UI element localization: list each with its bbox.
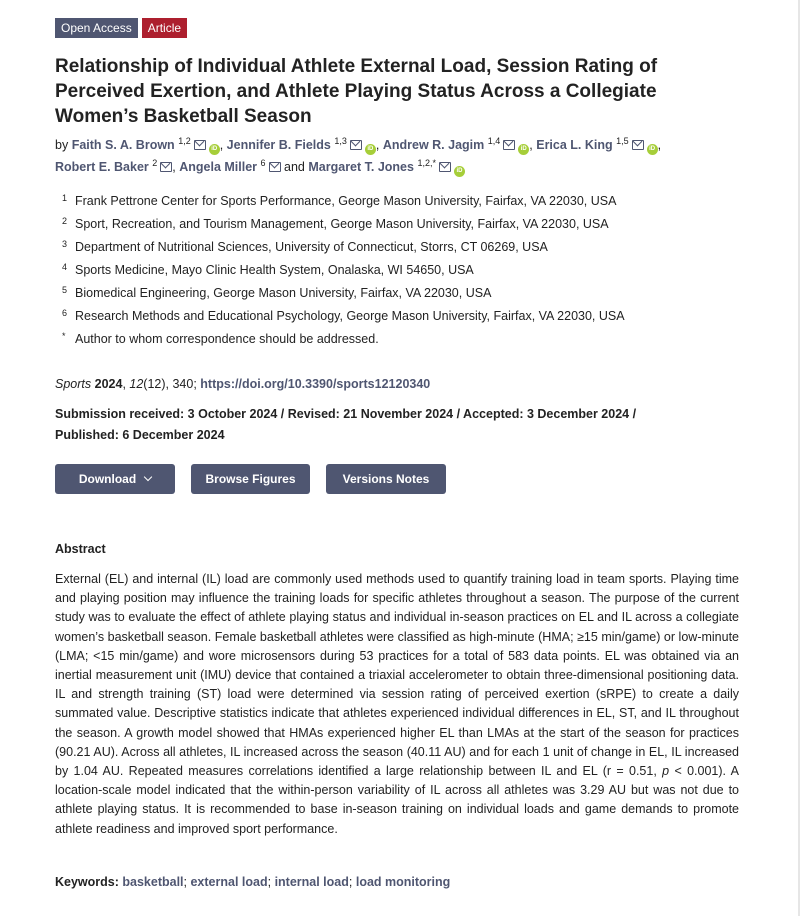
download-label: Download <box>78 472 137 486</box>
author-separator: , <box>529 138 533 152</box>
affiliation-text: Frank Pettrone Center for Sports Performance, George Mason University, Fairfax, VA 22030, USA <box>75 194 617 208</box>
author-affil-sup: 1,4 <box>487 135 501 146</box>
affiliation-item <box>55 238 745 261</box>
author-affil-sup: 1,2,* <box>417 157 436 168</box>
affiliation-number: 3 <box>62 239 68 249</box>
email-icon[interactable] <box>350 140 362 150</box>
journal-name: Sports <box>55 377 92 391</box>
author-affil-sup: 2 <box>152 157 158 168</box>
open-access-badge[interactable]: Open Access <box>55 18 138 38</box>
keyword-link[interactable]: load monitoring <box>355 875 451 889</box>
author-separator: , <box>219 138 224 152</box>
versions-notes-button[interactable]: Versions Notes <box>326 464 446 494</box>
author[interactable] <box>382 135 529 152</box>
keyword-link[interactable]: basketball <box>122 875 184 889</box>
publication-dates <box>55 404 745 446</box>
orcid-icon[interactable]: iD <box>365 144 376 155</box>
keywords: Keywords: basketball; external load; internal load; load monitoring <box>55 875 451 889</box>
email-icon[interactable] <box>160 162 172 172</box>
author-affil-sup: 6 <box>260 157 266 168</box>
author-affil-sup: 1,5 <box>616 135 629 146</box>
affiliation-item <box>55 192 745 215</box>
author-list <box>55 134 745 178</box>
email-icon[interactable] <box>503 140 515 150</box>
author-affil-sup: 1,2 <box>178 135 191 146</box>
author[interactable] <box>71 135 220 152</box>
affiliation-number: 2 <box>62 216 68 226</box>
affiliation-item <box>55 261 745 284</box>
author[interactable] <box>179 157 280 174</box>
affiliation-text: Biomedical Engineering, George Mason University, Fairfax, VA 22030, USA <box>75 286 492 300</box>
download-button[interactable] <box>55 464 175 494</box>
correspondence-asterisk: * <box>62 331 66 341</box>
keyword-link[interactable]: external load <box>190 875 268 889</box>
author-affil-sup: 1,3 <box>334 135 347 146</box>
correspondence-text: Author to whom correspondence should be addressed. <box>75 332 379 346</box>
browse-figures-button[interactable]: Browse Figures <box>191 464 310 494</box>
affiliation-text: Sport, Recreation, and Tourism Management, George Mason University, Fairfax, VA 22030, USA <box>75 217 609 231</box>
article-type-badge[interactable]: Article <box>142 18 187 38</box>
email-icon[interactable] <box>269 162 281 172</box>
author[interactable] <box>226 135 376 152</box>
author-name[interactable]: Robert E. Baker <box>55 160 149 174</box>
affiliation-number: 5 <box>62 285 68 295</box>
abstract-heading: Abstract <box>55 542 106 556</box>
author[interactable] <box>536 135 657 152</box>
author-name[interactable]: Andrew R. Jagim <box>382 138 485 152</box>
orcid-icon[interactable]: iD <box>209 144 220 155</box>
author-name[interactable]: Erica L. King <box>536 138 613 152</box>
affiliation-item <box>55 307 745 330</box>
orcid-icon[interactable]: iD <box>454 166 465 177</box>
dates-line-1: Submission received: 3 October 2024 / Revised: 21 November 2024 / Accepted: 3 December 2024 / <box>55 407 637 421</box>
author[interactable] <box>308 157 465 174</box>
orcid-icon[interactable]: iD <box>647 144 658 155</box>
affiliation-text: Department of Nutritional Sciences, University of Connecticut, Storrs, CT 06269, USA <box>75 240 548 254</box>
affiliation-text: Sports Medicine, Mayo Clinic Health System, Onalaska, WI 54650, USA <box>75 263 474 277</box>
email-icon[interactable] <box>439 162 451 172</box>
author-separator: , <box>657 138 662 152</box>
chevron-down-icon <box>144 473 152 481</box>
abstract-text-part-1: External (EL) and internal (IL) load are commonly used methods used to quantify training load in team sports. Playing time and playing position may influence the training loads for specific athletes throughout a season. The purpose of the current study was to evaluate the effect of athlete playing status and individual in-season practices on EL and IL across a collegiate women’s basketball season. Female basketball athletes were classified as high-minute (HMA; ≥15 min/game) or low-minute (LMA; <15 min/game) and wore microsensors during 53 practices for a total of 583 data points. EL was obtained via an inertial measurement unit (IMU) device that contained a triaxial accelerometer to obtain three-dimensional positioning data. IL and strength training (ST) load were determined via session rating of perceived exertion (sRPE) to create a daily summated value. Descriptive statistics indicate that athletes experienced individual differences in EL, ST, and IL throughout the season. A growth model showed that HMAs experienced higher EL than LMAs at the start of the season for practices (90.21 AU). Across all athletes, IL increased across the season (40.11 AU) and for each 1 unit of change in EL, IL increased by 1.04 AU. Repeated measures correlations identified a large relationship between IL and EL (r = 0.51, <box>55 572 739 779</box>
journal-issue: (12), 340; <box>143 377 197 391</box>
authors-and: and <box>284 160 305 174</box>
author-separator: , <box>375 138 380 152</box>
author-name[interactable]: Jennifer B. Fields <box>226 138 331 152</box>
p-value-symbol: p <box>662 764 670 779</box>
citation: Sports 2024, 12(12), 340; https://doi.org/10.3390/sports12120340 <box>55 377 431 391</box>
journal-volume: 12 <box>129 377 144 391</box>
author[interactable] <box>55 157 172 174</box>
affiliation-number: 1 <box>62 193 68 203</box>
affiliation-item <box>55 284 745 307</box>
correspondence-note <box>55 330 745 353</box>
orcid-icon[interactable]: iD <box>518 144 529 155</box>
dates-line-2: Published: 6 December 2024 <box>55 428 225 442</box>
affiliation-item <box>55 215 745 238</box>
affiliation-list <box>55 192 745 353</box>
action-buttons <box>55 464 446 494</box>
keywords-label: Keywords: <box>55 875 119 889</box>
abstract-text <box>55 570 739 839</box>
publication-year: 2024 <box>94 377 123 391</box>
affiliation-number: 4 <box>62 262 68 272</box>
authors-prefix: by <box>55 138 69 152</box>
author-name[interactable]: Faith S. A. Brown <box>71 138 175 152</box>
doi-link[interactable]: https://doi.org/10.3390/sports12120340 <box>200 377 431 391</box>
author-separator: , <box>172 160 176 174</box>
email-icon[interactable] <box>194 140 206 150</box>
email-icon[interactable] <box>632 140 644 150</box>
abstract-text-part-2: < 0.001). A location-scale model indicated that the within-person variability of IL across all athletes was 3.29 AU but was not due to athlete playing status. It is recommended to base in-season training on individual loads and game demands to promote athlete readiness and improved sport performance. <box>55 764 739 836</box>
article-badges <box>55 18 187 38</box>
affiliation-number: 6 <box>62 308 68 318</box>
author-name[interactable]: Margaret T. Jones <box>308 160 414 174</box>
keyword-link[interactable]: internal load <box>274 875 349 889</box>
author-name[interactable]: Angela Miller <box>179 160 258 174</box>
article-title: Relationship of Individual Athlete External Load, Session Rating of Perceived Exertion, and Athlete Playing Status Across a Collegiate Women’s Basketball Season <box>55 56 658 127</box>
affiliation-text: Research Methods and Educational Psychology, George Mason University, Fairfax, VA 22030, USA <box>75 309 625 323</box>
